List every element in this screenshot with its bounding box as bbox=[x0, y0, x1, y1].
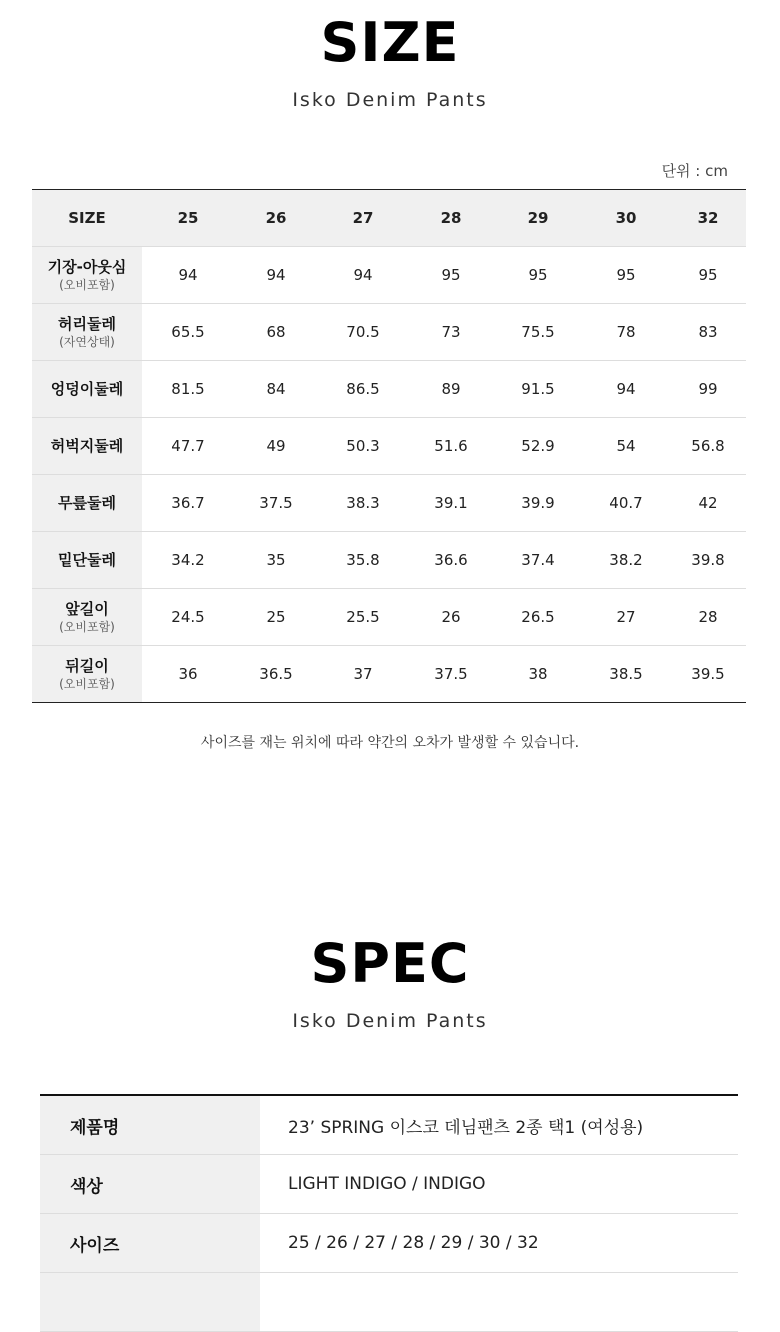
size-value-cell: 40.7 bbox=[582, 475, 670, 532]
unit-label: 단위 : cm bbox=[661, 162, 728, 180]
size-value-cell: 36 bbox=[178, 665, 198, 683]
size-row bbox=[32, 418, 746, 475]
size-value-cell: 51.6 bbox=[408, 418, 494, 475]
spec-key bbox=[40, 1273, 260, 1332]
size-value-cell: 78 bbox=[582, 304, 670, 361]
measurement-name: 허리둘레 bbox=[58, 315, 116, 333]
size-header-cell: 30 bbox=[582, 190, 670, 247]
size-table bbox=[32, 189, 746, 703]
size-header-cell: 27 bbox=[318, 190, 408, 247]
size-row bbox=[32, 646, 746, 703]
measurement-note: (오비포함) bbox=[59, 677, 115, 691]
size-row bbox=[32, 589, 746, 646]
size-value-cell: 37.5 bbox=[234, 475, 318, 532]
size-header-label: SIZE bbox=[32, 190, 142, 247]
spec-value: LIGHT INDIGO / INDIGO bbox=[260, 1155, 738, 1214]
measurement-name: 앞길이 bbox=[65, 600, 109, 618]
size-row bbox=[32, 532, 746, 589]
size-row bbox=[32, 361, 746, 418]
size-row-label bbox=[32, 304, 142, 361]
size-value-cell: 34.2 bbox=[142, 532, 234, 589]
size-header-cell: 32 bbox=[670, 190, 746, 247]
size-value-cell: 84 bbox=[234, 361, 318, 418]
size-value-cell: 38.5 bbox=[609, 665, 643, 683]
size-row-label bbox=[32, 589, 142, 646]
size-value-cell: 99 bbox=[670, 361, 746, 418]
size-header-row bbox=[32, 190, 746, 247]
size-value-cell: 95 bbox=[582, 247, 670, 304]
size-value-cell: 39.5 bbox=[691, 665, 725, 683]
size-value-cell: 36.6 bbox=[408, 532, 494, 589]
size-value-cell: 52.9 bbox=[494, 418, 582, 475]
size-value-cell: 38.2 bbox=[582, 532, 670, 589]
measurement-note: (오비포함) bbox=[59, 278, 115, 292]
size-header-cell: 25 bbox=[142, 190, 234, 247]
size-row-label bbox=[32, 532, 142, 589]
measurement-note: (오비포함) bbox=[59, 620, 115, 634]
size-value-cell: 36.5 bbox=[259, 665, 293, 683]
size-note: 사이즈를 재는 위치에 따라 약간의 오차가 발생할 수 있습니다. bbox=[200, 735, 580, 751]
size-value-cell: 54 bbox=[582, 418, 670, 475]
size-row bbox=[32, 247, 746, 304]
spec-row bbox=[40, 1214, 738, 1273]
measurement-name: 기장-아웃심 bbox=[47, 258, 127, 276]
spec-value bbox=[260, 1273, 738, 1332]
spec-key: 제품명 bbox=[40, 1095, 260, 1155]
spec-row bbox=[40, 1273, 738, 1332]
size-subtitle: Isko Denim Pants bbox=[292, 89, 488, 111]
size-value-cell: 70.5 bbox=[318, 304, 408, 361]
size-value-cell: 81.5 bbox=[142, 361, 234, 418]
size-row-label bbox=[32, 418, 142, 475]
size-value-cell: 95 bbox=[670, 247, 746, 304]
size-value-cell: 24.5 bbox=[142, 589, 234, 646]
size-value-cell: 56.8 bbox=[670, 418, 746, 475]
spec-key: 사이즈 bbox=[40, 1214, 260, 1273]
measurement-name: 엉덩이둘레 bbox=[50, 380, 124, 398]
size-value-cell: 86.5 bbox=[318, 361, 408, 418]
size-row-label bbox=[32, 361, 142, 418]
size-row bbox=[32, 475, 746, 532]
size-header-cell: 26 bbox=[234, 190, 318, 247]
size-value-cell: 68 bbox=[234, 304, 318, 361]
size-value-cell: 25.5 bbox=[318, 589, 408, 646]
size-value-cell: 91.5 bbox=[494, 361, 582, 418]
size-value-cell: 49 bbox=[234, 418, 318, 475]
size-value-cell: 35 bbox=[234, 532, 318, 589]
measurement-name: 뒤길이 bbox=[65, 657, 109, 675]
size-value-cell: 95 bbox=[494, 247, 582, 304]
size-value-cell: 65.5 bbox=[142, 304, 234, 361]
size-value-cell: 94 bbox=[582, 361, 670, 418]
size-row bbox=[32, 304, 746, 361]
size-value-cell: 42 bbox=[670, 475, 746, 532]
size-value-cell: 94 bbox=[318, 247, 408, 304]
spec-key: 색상 bbox=[40, 1155, 260, 1214]
size-value-cell: 89 bbox=[408, 361, 494, 418]
size-value-cell: 94 bbox=[234, 247, 318, 304]
size-value-cell: 73 bbox=[408, 304, 494, 361]
size-value-cell: 36.7 bbox=[142, 475, 234, 532]
spec-table bbox=[40, 1094, 738, 1332]
size-header-cell: 29 bbox=[494, 190, 582, 247]
size-value-cell: 28 bbox=[670, 589, 746, 646]
size-value-cell: 95 bbox=[408, 247, 494, 304]
size-value-cell: 75.5 bbox=[494, 304, 582, 361]
spec-subtitle: Isko Denim Pants bbox=[292, 1010, 488, 1032]
size-value-cell: 39.1 bbox=[408, 475, 494, 532]
size-value-cell: 47.7 bbox=[142, 418, 234, 475]
size-value-cell: 94 bbox=[142, 247, 234, 304]
size-value-cell: 27 bbox=[582, 589, 670, 646]
measurement-name: 허벅지둘레 bbox=[50, 437, 124, 455]
size-value-cell: 37.4 bbox=[494, 532, 582, 589]
size-row-label bbox=[32, 247, 142, 304]
size-row-label bbox=[32, 646, 142, 703]
spec-value: 25 / 26 / 27 / 28 / 29 / 30 / 32 bbox=[260, 1214, 738, 1273]
size-value-cell: 39.9 bbox=[494, 475, 582, 532]
size-value-cell: 25 bbox=[234, 589, 318, 646]
size-value-cell: 39.8 bbox=[670, 532, 746, 589]
spec-value: 23’ SPRING 이스코 데님팬츠 2종 택1 (여성용) bbox=[260, 1095, 738, 1155]
size-value-cell: 26 bbox=[408, 589, 494, 646]
size-value-cell: 38 bbox=[528, 665, 548, 683]
size-value-cell: 37 bbox=[353, 665, 373, 683]
size-value-cell: 83 bbox=[670, 304, 746, 361]
size-row-label bbox=[32, 475, 142, 532]
size-value-cell: 50.3 bbox=[318, 418, 408, 475]
spec-row bbox=[40, 1095, 738, 1155]
measurement-note: (자연상태) bbox=[59, 335, 115, 349]
size-value-cell: 38.3 bbox=[318, 475, 408, 532]
measurement-name: 밑단둘레 bbox=[58, 551, 116, 569]
size-value-cell: 26.5 bbox=[494, 589, 582, 646]
size-value-cell: 37.5 bbox=[434, 665, 468, 683]
size-header-cell: 28 bbox=[408, 190, 494, 247]
size-value-cell: 35.8 bbox=[318, 532, 408, 589]
size-title: SIZE bbox=[320, 11, 460, 74]
spec-title: SPEC bbox=[310, 932, 470, 995]
spec-row bbox=[40, 1155, 738, 1214]
measurement-name: 무릎둘레 bbox=[58, 494, 116, 512]
